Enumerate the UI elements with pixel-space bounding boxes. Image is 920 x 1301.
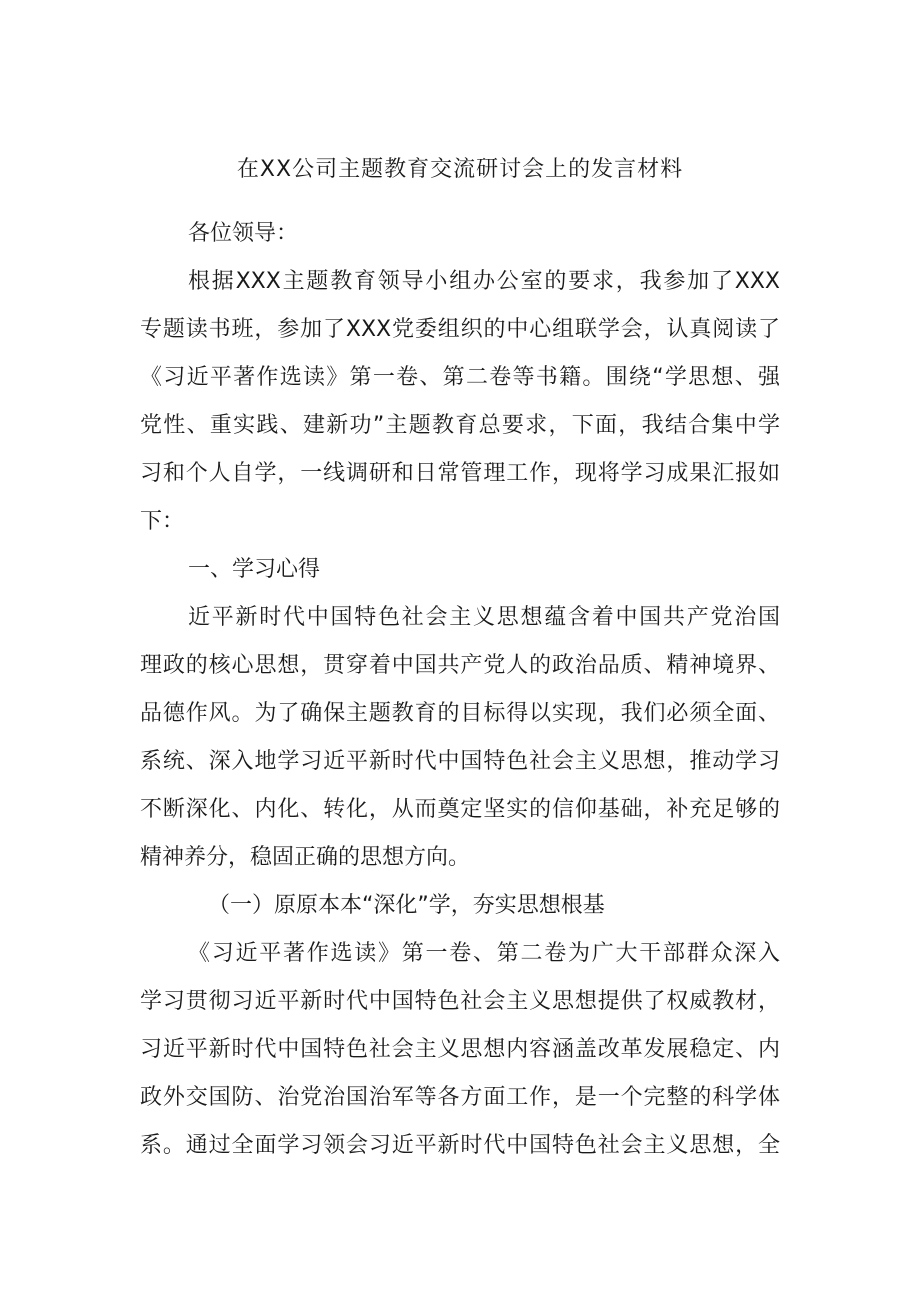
paragraph-line: 不断深化、内化、转化，从而奠定坚实的信仰基础，补充足够的 [140,797,780,822]
paragraph-line: 习近平新时代中国特色社会主义思想内容涵盖改革发展稳定、内 [140,1037,780,1062]
paragraph-line: 精神养分，稳固正确的思想方向。 [140,845,471,870]
paragraph-line: 习和个人自学，一线调研和日常管理工作，现将学习成果汇报如 [140,461,780,486]
paragraph-line: 近平新时代中国特色社会主义思想蕴含着中国共产党治国 [188,605,780,630]
paragraph-line: 专题读书班，参加了XXX党委组织的中心组联学会，认真阅读了 [140,317,780,342]
section-heading: 一、学习心得 [188,557,321,582]
paragraph-line: 理政的核心思想，贯穿着中国共产党人的政治品质、精神境界、 [140,653,780,678]
document-title: 在XX公司主题教育交流研讨会上的发言材料 [236,157,684,182]
paragraph-line: 系统、深入地学习近平新时代中国特色社会主义思想，推动学习 [140,749,780,774]
paragraph-line: 下： [140,509,185,534]
paragraph-line: 学习贯彻习近平新时代中国特色社会主义思想提供了权威教材， [140,989,780,1014]
paragraph-line: 系。通过全面学习领会习近平新时代中国特色社会主义思想，全 [140,1133,780,1158]
sub-heading: （一）原原本本“深化”学，夯实思想根基 [208,893,605,918]
paragraph-line: 政外交国防、治党治国治军等各方面工作，是一个完整的科学体 [140,1085,780,1110]
salutation: 各位领导： [188,221,299,246]
paragraph-line: 品德作风。为了确保主题教育的目标得以实现，我们必须全面、 [140,701,780,726]
paragraph-line: 《习近平著作选读》第一卷、第二卷为广大干部群众深入 [188,941,780,966]
paragraph-line: 根据XXX主题教育领导小组办公室的要求，我参加了XXX [188,269,780,294]
paragraph-line: 党性、重实践、建新功”主题教育总要求，下面，我结合集中学 [140,413,780,438]
paragraph-line: 《习近平著作选读》第一卷、第二卷等书籍。围绕“学思想、强 [140,365,780,390]
